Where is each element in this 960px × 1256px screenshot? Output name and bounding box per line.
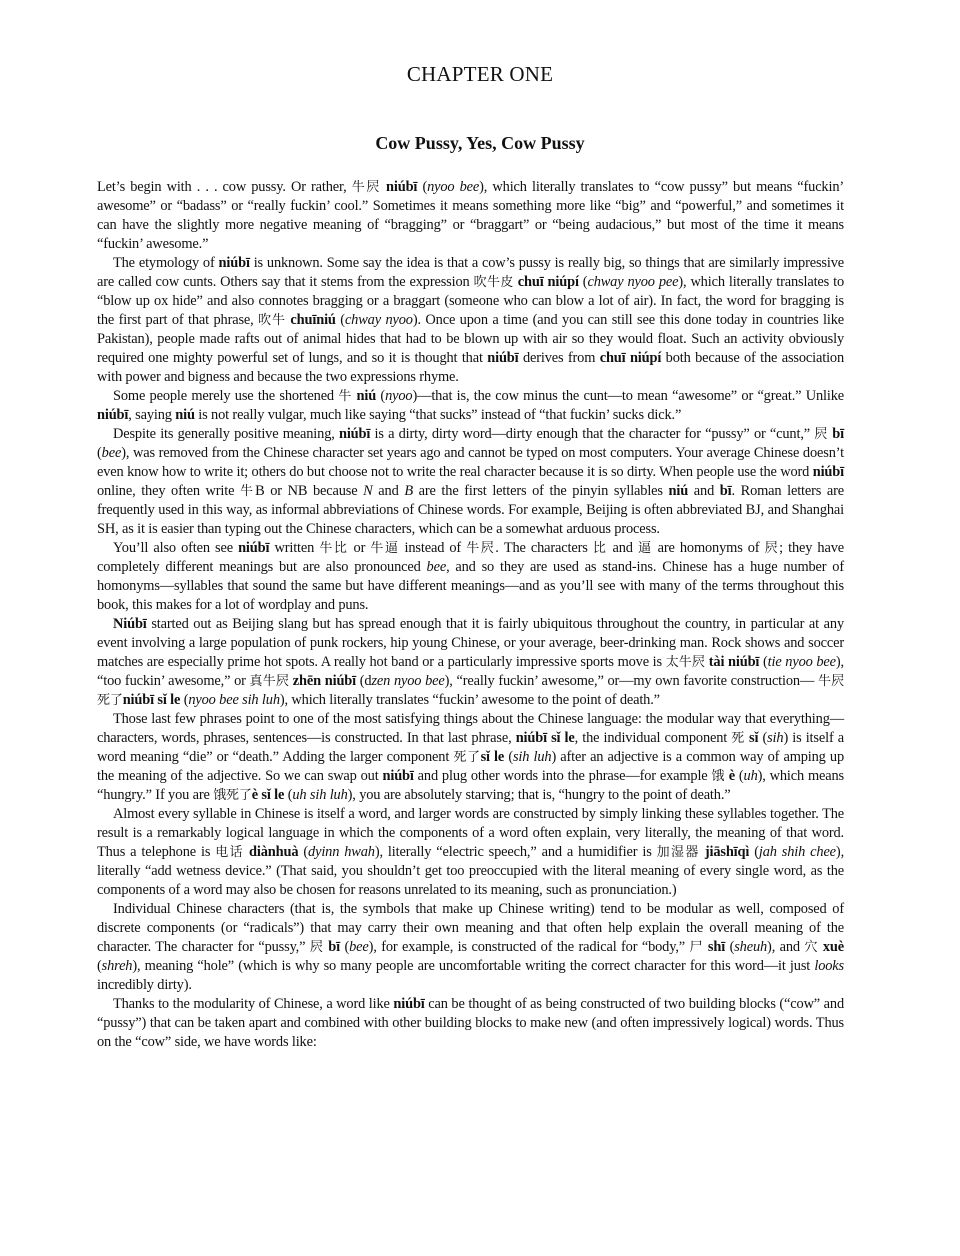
pronunciation: sih luh [512, 749, 552, 765]
pinyin-term: niúbī sǐ le [122, 692, 181, 708]
pinyin-term: niúbī [386, 179, 418, 195]
pinyin-term: è [728, 768, 735, 784]
paragraph: You’ll also often see niúbī written 牛比 or 牛逼 instead of 牛屄. The characters 比 and 逼 are homonyms of 屄; they have completely different meanings but are also pronounced bee, and so they are used as stand-ins. Chinese has a huge number of homonyms—syllables that sound the same but have different meanings—and as you’ll see with many of the terms throughout this book, this makes for a lot of wordplay and puns. [97, 540, 844, 613]
pronunciation: chway nyoo [344, 312, 413, 328]
chinese-characters: 牛屄 [351, 180, 381, 195]
chinese-characters: 比 [592, 541, 608, 556]
pinyin-term: niúbī [338, 426, 371, 442]
pronunciation: nyoo bee sih luh [188, 692, 280, 708]
paragraph: Despite its generally positive meaning, niúbī is a dirty, dirty word—dirty enough that the character for “pussy” or “cunt,” 屄 bī (bee), was removed from the Chinese character set years ago and cannot be typed on most computers. Your average Chinese doesn’t even know how to write it; others do but choose not to write the real character because it is so dirty. When people use the word niúbī online, they often write 牛B or NB because N and B are the first letters of the pinyin syllables niú and bī. Roman letters are frequently used in this way, as informal abbreviations of Chinese words. For example, Beijing is often abbreviated BJ, and Shanghai SH, as it is easier than typing out the Chinese characters, which can be a somewhat arduous process. [97, 426, 845, 537]
pinyin-term: niúbī [487, 350, 519, 366]
chinese-characters: 太牛屄 [665, 655, 706, 670]
chinese-characters: 死了 [453, 750, 481, 765]
pinyin-term: Niúbī [113, 616, 147, 632]
pronunciation: sih [767, 730, 784, 746]
paragraph: Some people merely use the shortened 牛 niú (nyoo)—that is, the cow minus the cunt—to mean “awesome” or “great.” Unlike niúbī, saying niú is not really vulgar, much like saying “that sucks” instead of “that fuckin’ sucks dick.” [97, 388, 845, 423]
chinese-characters: 牛屄死了 [97, 674, 844, 708]
pronunciation: B [404, 483, 413, 499]
pinyin-term: jiāshīqì [704, 844, 750, 860]
pinyin-term: chuī niúpí [599, 350, 662, 366]
paragraph: Thanks to the modularity of Chinese, a word like niúbī can be thought of as being constructed of two building blocks (“cow” and “pussy”) that can be taken apart and combined with other building blocks to make new (and often impressively logical) words. Thus on the “cow” side, we have words like: [97, 996, 844, 1050]
chinese-characters: 逼 [637, 541, 653, 556]
pinyin-term: bī [832, 426, 844, 442]
paragraph: Niúbī started out as Beijing slang but has spread enough that it is fairly ubiquitous throughout the country, in particular at any event involving a large population of punk rockers, hip young Chinese, or your average, beer-drinking man. Rock shows and soccer matches are especially prime hot spots. A really hot band or a particularly impressive sports move is 太牛屄 tài niúbī (tie nyoo bee), “too fuckin’ awesome,” or 真牛屄 zhēn niúbī (dzen nyoo bee), “really fuckin’ awesome,” or—my own favorite construction— 牛屄死了niúbī sǐ le (nyoo bee sih luh), which literally translates “fuckin’ awesome to the point of death.” [97, 616, 844, 708]
pronunciation: N [363, 483, 373, 499]
pinyin-term: shī [707, 939, 726, 955]
pinyin-term: niúbī [382, 768, 414, 784]
chinese-characters: 加湿器 [656, 845, 700, 860]
chinese-characters: 牛 [338, 389, 353, 404]
paragraph: Let’s begin with . . . cow pussy. Or rather, 牛屄 niúbī (nyoo bee), which literally translates to “cow pussy” but means “fuckin’ awesome” or “badass” or “really fuckin’ cool.” Sometimes it means something more like “big” and “powerful,” and sometimes it can have the slightly more negative meaning of “bragging” or “braggart” or “being audacious,” but most of the time it means “fuckin’ awesome.” [97, 179, 845, 252]
chinese-characters: 屄 [309, 940, 324, 955]
pronunciation: nyoo [385, 388, 413, 404]
pronunciation: dyinn hwah [308, 844, 375, 860]
chinese-characters: 屄 [814, 427, 828, 442]
chinese-characters: 牛屄 [466, 541, 496, 556]
pinyin-term: diànhuà [249, 844, 299, 860]
pinyin-term: sǐ le [480, 749, 505, 765]
pronunciation: bee [101, 445, 122, 461]
pinyin-term: niúbī [218, 255, 250, 271]
chinese-characters: 牛比 [319, 541, 349, 556]
chinese-characters: 穴 [804, 940, 819, 955]
pinyin-term: tài niúbī [708, 654, 760, 670]
pinyin-term: niúbī [238, 540, 270, 556]
paragraph: The etymology of niúbī is unknown. Some say the idea is that a cow’s pussy is really big, so things that are similarly impressive are called cow cunts. Others say that it stems from the expression 吹牛皮 chuī niúpí (chway nyoo pee), which literally translates to “blow up ox hide” and also connotes bragging or a braggart (someone who can blow a lot of air). In fact, the word for bragging is the first part of that phrase, 吹牛 chuīniú (chway nyoo). Once upon a time (and you can still see this done today in countries like Pakistan), people made rafts out of animal hides that had to be blown up with air so they would float. Such an activity obviously required one mighty powerful set of lungs, and so it is thought that niúbī derives from chuī niúpí both because of the association with power and bigness and because the two expressions rhyme. [97, 255, 845, 385]
chinese-characters: 吹牛 [258, 313, 286, 328]
pinyin-term: niú [175, 407, 195, 423]
body-text [97, 178, 844, 1052]
pronunciation: jah shih chee [758, 844, 836, 860]
pinyin-term: niúbī [97, 407, 129, 423]
chinese-characters: 真牛屄 [249, 674, 290, 689]
page-footer [0, 1244, 960, 1256]
pinyin-term: xuè [822, 939, 844, 955]
pronunciation: bee [426, 559, 447, 575]
chinese-characters: 牛逼 [370, 541, 400, 556]
pinyin-term: niú [668, 483, 689, 499]
chinese-characters: 饿死了 [213, 788, 252, 803]
pronunciation: zen nyoo bee [371, 673, 445, 689]
pinyin-term: chuīniú [290, 312, 336, 328]
pinyin-term: bī [328, 939, 340, 955]
pronunciation: nyoo bee [427, 179, 480, 195]
pinyin-term: zhēn niúbī [292, 673, 356, 689]
paragraph: Almost every syllable in Chinese is itself a word, and larger words are constructed by simply linking these syllables together. The result is a remarkably logical language in which the components of a word often explain, very literally, the meaning of that word. Thus a telephone is 电话 diànhuà (dyinn hwah), literally “electric speech,” and a humidifier is 加湿器 jiāshīqì (jah shih chee), literally “add wetness device.” (That said, you shouldn’t get too preoccupied with the literal meaning of every single word, as the components of a word may also be chosen for reasons unrelated to its meaning, such as pronunciation.) [97, 806, 845, 898]
paragraph: Individual Chinese characters (that is, the symbols that make up Chinese writing) tend to be modular as well, composed of discrete components (or “radicals”) that may carry their own meaning and that often help explain the overall meaning of the character. The character for “pussy,” 屄 bī (bee), for example, is constructed of the radical for “body,” 尸 shī (sheuh), and 穴 xuè (shreh), meaning “hole” (which is why so many people are uncomfortable writing the correct character for this word—it just looks incredibly dirty). [97, 901, 844, 993]
chinese-characters: 电话 [215, 845, 245, 860]
chinese-characters: 尸 [689, 940, 704, 955]
pinyin-term: sǐ [749, 730, 759, 746]
pinyin-term: niú [356, 388, 377, 404]
chinese-characters: 吹牛皮 [473, 275, 514, 290]
pronunciation: bee [349, 939, 369, 955]
pinyin-term: niúbī sǐ le [515, 730, 575, 746]
pronunciation: looks [814, 958, 844, 974]
chapter-title: Cow Pussy, Yes, Cow Pussy [375, 132, 585, 153]
pinyin-term: niúbī [393, 996, 425, 1012]
pronunciation: shreh [101, 958, 133, 974]
pinyin-term: niúbī [812, 464, 844, 480]
pronunciation: chway nyoo pee [587, 274, 679, 290]
pronunciation: uh [743, 768, 758, 784]
pinyin-term: bī [719, 483, 732, 499]
chinese-characters: 牛 [240, 484, 256, 499]
pronunciation: uh sih luh [292, 787, 348, 803]
chinese-characters: 屄 [764, 541, 780, 556]
pinyin-term: chuī niúpí [517, 274, 579, 290]
pronunciation: tie nyoo bee [767, 654, 836, 670]
chinese-characters: 死 [731, 731, 745, 746]
chinese-characters: 饿 [711, 769, 725, 784]
pinyin-term: è sǐ le [251, 787, 285, 803]
chapter-label: CHAPTER ONE [406, 62, 554, 87]
pronunciation: sheuh [734, 939, 768, 955]
paragraph: Those last few phrases point to one of the most satisfying things about the Chinese language: the modular way that everything—characters, words, phrases, sentences—is constructed. In that last phrase, niúbī sǐ le, the individual component 死 sǐ (sih) is itself a word meaning “die” or “death.” Adding the larger component 死了sǐ le (sih luh) after an adjective is a common way of amping up the meaning of the adjective. So we can swap out niúbī and plug other words into the phrase—for example 饿 è (uh), which means “hungry.” If you are 饿死了è sǐ le (uh sih luh), you are absolutely starving; that is, “hungry to the point of death.” [97, 711, 844, 803]
